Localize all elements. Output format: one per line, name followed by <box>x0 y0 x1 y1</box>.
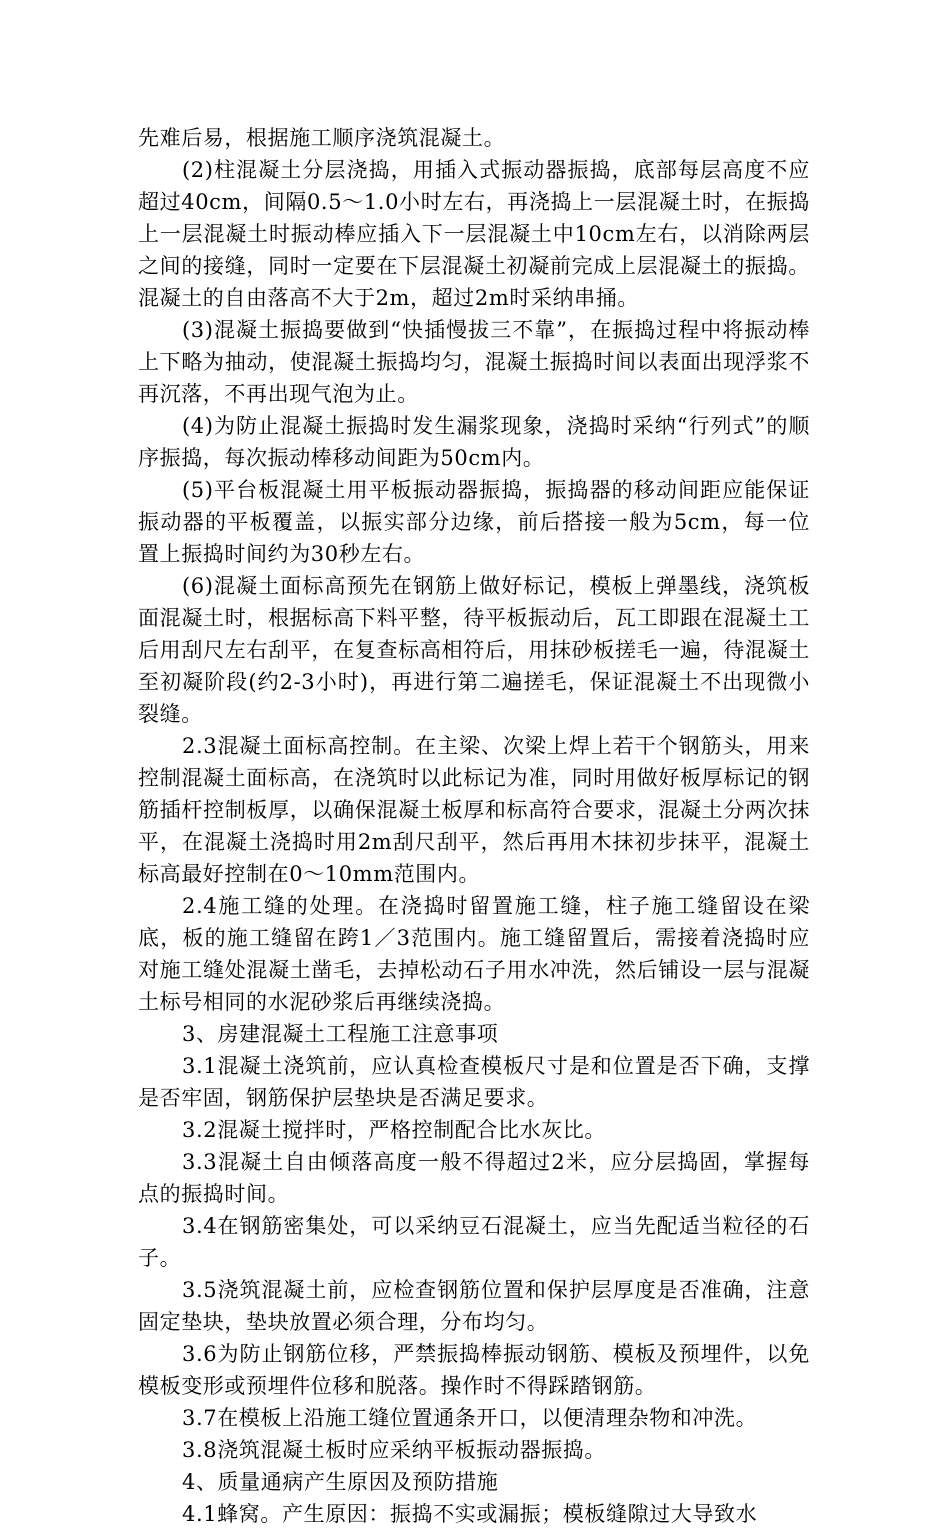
paragraph-section-2-3: 2.3混凝土面标高控制。在主梁、次梁上焊上若干个钢筋头，用来控制混凝土面标高，在浇筑时以此标记为准，同时用做好板厚标记的钢筋插杆控制板厚，以确保混凝土板厚和标高符合要求，混凝土分两次抹平，在混凝土浇捣时用2m刮尺刮平，然后再用木抹初步抹平，混凝土标高最好控制在0～10mm范围内。 <box>138 734 810 886</box>
paragraph-section-4-1: 4.1蜂窝。产生原因：振捣不实或漏振；模板缝隙过大导致水 <box>182 1502 758 1526</box>
paragraph-leak-prevention: (4)为防止混凝土振捣时发生漏浆现象，浇捣时采纳“行列式”的顺序振捣，每次振动棒移动间距为50cm内。 <box>138 414 810 470</box>
paragraph-section-3-4: 3.4在钢筋密集处，可以采纳豆石混凝土，应当先配适当粒径的石子。 <box>138 1214 810 1270</box>
document-body <box>138 122 810 1530</box>
paragraph-section-2-4: 2.4施工缝的处理。在浇捣时留置施工缝，柱子施工缝留设在梁底，板的施工缝留在跨1／3范围内。施工缝留置后，需接着浇捣时应对施工缝处混凝土凿毛，去掉松动石子用水冲洗，然后铺设一层与混凝土标号相同的水泥砂浆后再继续浇捣。 <box>138 894 810 1014</box>
paragraph-section-3-8: 3.8浇筑混凝土板时应采纳平板振动器振捣。 <box>182 1438 606 1462</box>
paragraph-section-3-2: 3.2混凝土搅拌时，严格控制配合比水灰比。 <box>182 1118 606 1142</box>
paragraph-column-layered-pouring: (2)柱混凝土分层浇捣，用插入式振动器振捣，底部每层高度不应超过40cm，间隔0.5～1.0小时左右，再浇捣上一层混凝土时，在振捣上一层混凝土时振动棒应插入下一层混凝土中10cm左右，以消除两层之间的接缝，同时一定要在下层混凝土初凝前完成上层混凝土的振捣。混凝土的自由落高不大于2m，超过2m时采纳串捅。 <box>138 158 810 310</box>
paragraph-section-3-6: 3.6为防止钢筋位移，严禁振捣棒振动钢筋、模板及预埋件，以免模板变形或预埋件位移和脱落。操作时不得踩踏钢筋。 <box>138 1342 810 1398</box>
heading-section-4: 4、质量通病产生原因及预防措施 <box>182 1470 499 1494</box>
paragraph-surface-elevation-marking: (6)混凝土面标高预先在钢筋上做好标记，模板上弹墨线，浇筑板面混凝土时，根据标高下料平整，待平板振动后，瓦工即跟在混凝土工后用刮尺左右刮平，在复查标高相符后，用抹砂板搓毛一遍，待混凝土至初凝阶段(约2-3小时)，再进行第二遍搓毛，保证混凝土不出现微小裂缝。 <box>138 574 810 726</box>
paragraph-section-3-3: 3.3混凝土自由倾落高度一般不得超过2米，应分层捣固，掌握每点的振捣时间。 <box>138 1150 810 1206</box>
heading-section-3: 3、房建混凝土工程施工注意事项 <box>182 1022 499 1046</box>
paragraph-section-3-5: 3.5浇筑混凝土前，应检查钢筋位置和保护层厚度是否准确，注意固定垫块，垫块放置必须合理，分布均匀。 <box>138 1278 810 1334</box>
paragraph-section-3-7: 3.7在模板上沿施工缝位置通条开口，以便清理杂物和冲洗。 <box>182 1406 758 1430</box>
paragraph-slab-vibrator: (5)平台板混凝土用平板振动器振捣，振捣器的移动间距应能保证振动器的平板覆盖，以振实部分边缘，前后搭接一般为5cm，每一位置上振捣时间约为30秒左右。 <box>138 478 810 566</box>
paragraph-section-3-1: 3.1混凝土浇筑前，应认真检查模板尺寸是和位置是否下确，支撑是否牢固，钢筋保护层垫块是否满足要求。 <box>138 1054 810 1110</box>
paragraph-vibration-rule: (3)混凝土振捣要做到“快插慢拔三不靠”，在振捣过程中将振动棒上下略为抽动，使混凝土振捣均匀，混凝土振捣时间以表面出现浮浆不再沉落，不再出现气泡为止。 <box>138 318 810 406</box>
paragraph-continuation: 先难后易，根据施工顺序浇筑混凝土。 <box>138 126 506 150</box>
